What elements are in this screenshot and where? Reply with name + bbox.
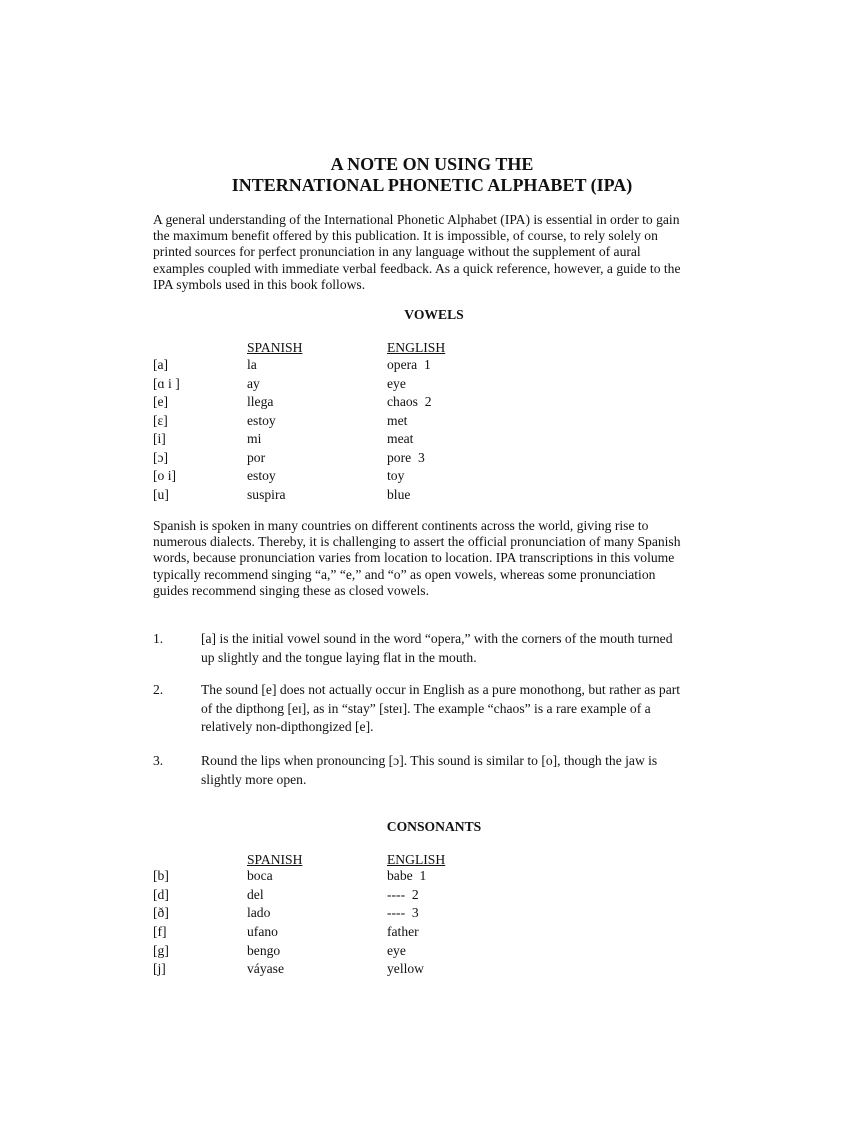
ipa-symbol: [e] (153, 394, 169, 409)
ipa-symbol: [g] (153, 943, 169, 958)
dialects-line: words, because pronunciation varies from location to location. IPA transcriptions in this volume (153, 550, 675, 566)
footnote-line: [a] is the initial vowel sound in the word “opera,” with the corners of the mouth turned (201, 631, 673, 646)
table-row (153, 467, 573, 485)
ipa-symbol: [ɛ] (153, 412, 168, 428)
footnote-text (201, 630, 711, 667)
intro-paragraph (153, 212, 723, 293)
intro-line: the maximum benefit offered by this publication. It is impossible, of course, to rely solely on (153, 228, 658, 244)
ipa-symbol: [ɔ] (153, 449, 169, 465)
table-row (153, 486, 573, 504)
english-column-header: ENGLISH (387, 852, 446, 867)
footnote-number: 2. (153, 682, 164, 697)
dialects-line: typically recommend singing “a,” “e,” and “o” as open vowels, whereas some pronunciation (153, 566, 656, 582)
table-row (153, 904, 573, 922)
spanish-word: estoy (247, 468, 276, 483)
table-row (153, 886, 573, 904)
intro-line: printed sources for perfect pronunciation in any language without the supplement of aural (153, 244, 641, 260)
spanish-word: mi (247, 431, 262, 446)
table-row (153, 430, 573, 448)
ipa-symbol: [f] (153, 924, 167, 939)
spanish-word: boca (247, 868, 273, 883)
spanish-word: suspira (247, 486, 286, 502)
table-row (153, 942, 573, 960)
footnote-number: 1. (153, 631, 164, 646)
spanish-word: ufano (247, 924, 278, 939)
vowels-heading: VOWELS (404, 307, 464, 322)
footnote-line: Round the lips when pronouncing [ɔ]. This sound is similar to [o], though the jaw is (201, 753, 658, 768)
footnote-text (201, 752, 711, 789)
table-row (153, 960, 573, 978)
spanish-word: lado (247, 905, 271, 920)
english-word: pore 3 (387, 449, 425, 465)
ipa-symbol: [j] (153, 961, 166, 976)
spanish-word: del (247, 887, 264, 902)
footnote-line: of the dipthong [eɪ], as in “stay” [steɪ]. The example “chaos” is a rare example of a (201, 700, 651, 716)
english-word: eye (387, 375, 406, 391)
table-row (153, 356, 573, 374)
page-title-line-2: INTERNATIONAL PHONETIC ALPHABET (IPA) (231, 175, 633, 195)
spanish-word: llega (247, 394, 274, 409)
table-row (153, 867, 573, 885)
table-row (153, 375, 573, 393)
consonants-heading: CONSONANTS (386, 819, 482, 834)
footnote-line: relatively non-dipthongized [e]. (201, 719, 374, 734)
dialects-line: numerous dialects. Thereby, it is challenging to assert the official pronunciation of many Spanish (153, 534, 681, 550)
vowels-table-header (153, 339, 573, 357)
english-word: eye (387, 943, 406, 958)
table-row (153, 923, 573, 941)
table-row (153, 393, 573, 411)
ipa-symbol: [d] (153, 887, 169, 902)
spanish-word: estoy (247, 412, 276, 428)
english-word: father (387, 924, 419, 939)
dialects-line: guides recommend singing these as closed vowels. (153, 582, 429, 598)
footnote-line: The sound [e] does not actually occur in English as a pure monothong, but rather as part (201, 682, 681, 697)
english-column-header: ENGLISH (387, 340, 446, 355)
intro-line: A general understanding of the International Phonetic Alphabet (IPA) is essential in order to gain (153, 212, 680, 227)
english-word: ---- 2 (387, 887, 419, 902)
english-word: babe 1 (387, 868, 427, 883)
dialects-line: Spanish is spoken in many countries on different continents across the world, giving rise to (153, 518, 649, 533)
english-word: blue (387, 486, 411, 502)
footnote-number: 3. (153, 753, 164, 768)
spanish-word: la (247, 357, 257, 372)
spanish-column-header: SPANISH (247, 340, 303, 355)
english-word: ---- 3 (387, 905, 419, 920)
spanish-word: váyase (247, 961, 284, 976)
ipa-symbol: [ɑ i ] (153, 375, 180, 391)
ipa-symbol: [a] (153, 357, 169, 372)
ipa-symbol: [o i] (153, 468, 177, 483)
footnote-line: slightly more open. (201, 771, 307, 787)
footnote-text (201, 681, 711, 737)
spanish-column-header: SPANISH (247, 852, 303, 867)
intro-line: IPA symbols used in this book follows. (153, 276, 366, 292)
ipa-symbol: [b] (153, 868, 169, 883)
intro-line: examples coupled with immediate verbal feedback. As a quick reference, however, a guide to the (153, 260, 681, 276)
spanish-word: por (247, 449, 266, 465)
english-word: yellow (387, 961, 424, 976)
footnote-line: up slightly and the tongue laying flat in the mouth. (201, 649, 477, 665)
dialects-paragraph (153, 518, 723, 599)
ipa-symbol: [u] (153, 486, 169, 502)
english-word: chaos 2 (387, 394, 432, 409)
ipa-symbol: [i] (153, 431, 166, 446)
english-word: toy (387, 468, 405, 483)
spanish-word: bengo (247, 943, 281, 958)
english-word: met (387, 412, 408, 428)
english-word: meat (387, 431, 414, 446)
ipa-symbol: [ð] (153, 905, 169, 920)
spanish-word: ay (247, 375, 260, 391)
english-word: opera 1 (387, 357, 431, 372)
table-row (153, 449, 573, 467)
table-row (153, 412, 573, 430)
page-title-line-1: A NOTE ON USING THE (330, 154, 534, 174)
